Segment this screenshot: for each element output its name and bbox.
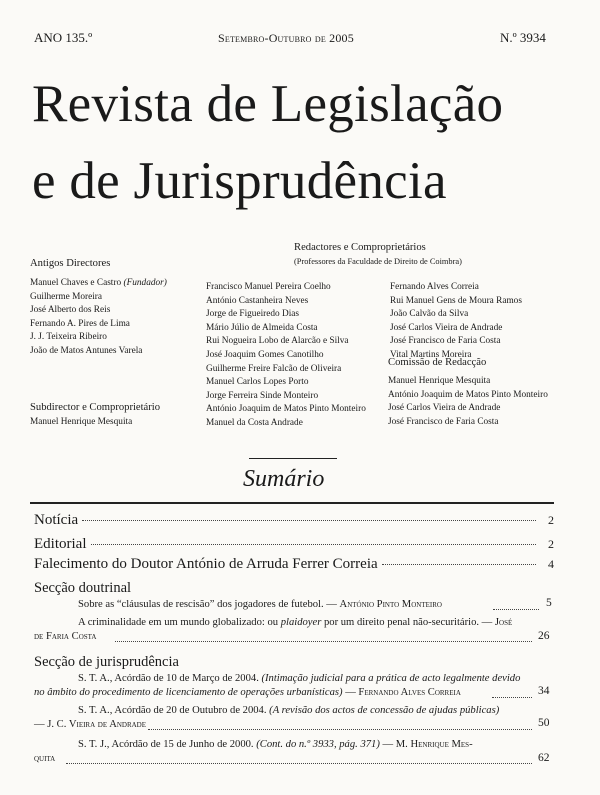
former-director: Manuel Chaves e Castro (Fundador): [30, 278, 167, 288]
former-director: José Alberto dos Reis: [30, 305, 111, 316]
editor-name: José Carlos Vieira de Andrade: [390, 322, 503, 333]
editor-name: João Calvão da Silva: [390, 309, 469, 320]
former-director: João de Matos Antunes Varela: [30, 345, 143, 356]
toc-page: 26: [538, 630, 550, 642]
author-name: António Pinto Monteiro: [339, 599, 442, 610]
jurisprudence-entry-2-author: — J. C. Vieira de Andrade: [34, 719, 147, 730]
committee-member: José Francisco de Faria Costa: [388, 416, 499, 427]
doctrinal-entry-1-text: Sobre as “cláusulas de rescisão” dos jogadores de futebol. — António Pinto Monteiro: [78, 599, 442, 610]
editor-name: José Francisco de Faria Costa: [390, 336, 501, 347]
toc-page: 5: [546, 597, 552, 609]
doctrinal-entry-2-author: de Faria Costa: [34, 631, 97, 642]
committee-list: [388, 375, 548, 429]
toc-leader-dots: [82, 520, 536, 521]
former-directors-heading: Antigos Directores: [30, 258, 111, 269]
section-doctrinal-heading: Secção doutrinal: [34, 580, 132, 596]
editors-column-1: [206, 281, 366, 431]
toc-page: 2: [548, 513, 554, 527]
editor-name: Jorge de Figueiredo Dias: [206, 309, 300, 320]
summary-rule-top: [249, 458, 337, 459]
jurisprudence-entry-1-line1: S. T. A., Acórdão de 10 de Março de 2004. (Intimação judicial para a prática de acto legalmente devido: [78, 673, 521, 684]
issue-number: N.º 3934: [500, 30, 546, 45]
editor-name: José Joaquim Gomes Canotilho: [206, 349, 324, 360]
editor-name: António Castanheira Neves: [206, 295, 309, 306]
toc-page: 4: [548, 557, 554, 571]
editor-name: Mário Júlio de Almeida Costa: [206, 322, 318, 333]
toc-leader-dots: [115, 641, 532, 642]
editor-name: Rui Nogueira Lobo de Alarcão e Silva: [206, 336, 349, 347]
editor-name: Jorge Ferreira Sinde Monteiro: [206, 390, 319, 401]
toc-label: Editorial: [34, 536, 87, 552]
journal-title-line2: e de Jurisprudência: [32, 152, 447, 210]
editors-subheading: (Professores da Faculdade de Direito de Coimbra): [294, 257, 462, 266]
jurisprudence-entry-1-line2: no âmbito do procedimento de licenciamento de operações urbanísticas) — Fernando Alves Correia: [34, 687, 461, 698]
editor-name: Guilherme Freire Falcão de Oliveira: [206, 363, 342, 374]
former-director: Fernando A. Pires de Lima: [30, 318, 130, 329]
toc-page: 62: [538, 752, 550, 764]
toc-leader-dots: [66, 763, 532, 764]
subdirector-name: Manuel Henrique Mesquita: [30, 417, 133, 427]
summary-title: Sumário: [243, 466, 325, 492]
former-directors-list: [30, 277, 167, 359]
editor-name: Fernando Alves Correia: [390, 282, 479, 292]
jurisprudence-entry-3-author: quita: [34, 753, 56, 764]
toc-leader-dots: [91, 544, 537, 545]
summary-rule-bottom: [30, 502, 554, 504]
editor-name: Vital Martins Moreira: [390, 349, 472, 360]
toc-falecimento: [34, 556, 554, 573]
committee-member: António Joaquim de Matos Pinto Monteiro: [388, 389, 548, 400]
toc-label: Falecimento do Doutor António de Arruda Ferrer Correia: [34, 556, 378, 572]
committee-heading: Comissão de Redacção: [388, 357, 487, 368]
editor-name: Manuel da Costa Andrade: [206, 417, 303, 428]
jurisprudence-entry-2-line1: S. T. A., Acórdão de 20 de Outubro de 2004. (A revisão dos actos de concessão de ajudas públicas): [78, 705, 500, 716]
committee-member: Manuel Henrique Mesquita: [388, 376, 491, 386]
toc-leader-dots: [493, 609, 539, 610]
toc-page: 34: [538, 685, 550, 697]
editor-name: Manuel Carlos Lopes Porto: [206, 377, 309, 388]
section-jurisprudence-heading: Secção de jurisprudência: [34, 654, 179, 670]
editors-column-2: [390, 281, 522, 363]
toc-leader-dots: [492, 697, 532, 698]
issue-period: Setembro-Outubro de 2005: [218, 31, 354, 45]
editors-heading: Redactores e Comproprietários: [294, 242, 426, 253]
doctrinal-entry-2-text: A criminalidade em um mundo globalizado: ou plaidoyer por um direito penal não-securitário. — José: [78, 617, 513, 628]
former-director: J. J. Teixeira Ribeiro: [30, 332, 107, 343]
former-director: Guilherme Moreira: [30, 291, 103, 302]
toc-leader-dots: [382, 564, 536, 565]
founder-note: (Fundador): [123, 278, 167, 288]
editor-name: Francisco Manuel Pereira Coelho: [206, 282, 331, 292]
committee-member: José Carlos Vieira de Andrade: [388, 403, 501, 414]
toc-leader-dots: [148, 729, 532, 730]
toc-editorial: [34, 536, 554, 553]
toc-noticia: [34, 512, 554, 529]
journal-title-line1: Revista de Legislação: [32, 75, 504, 133]
toc-page: 50: [538, 717, 550, 729]
toc-label: Notícia: [34, 512, 79, 528]
subdirector-heading: Subdirector e Comproprietário: [30, 402, 161, 413]
jurisprudence-entry-3-line1: S. T. J., Acórdão de 15 de Junho de 2000. (Cont. do n.º 3933, pág. 371) — M. Henrique Mes-: [78, 739, 473, 750]
editor-name: Rui Manuel Gens de Moura Ramos: [390, 295, 522, 306]
editor-name: António Joaquim de Matos Pinto Monteiro: [206, 404, 366, 415]
year-label: ANO 135.º: [34, 30, 93, 45]
toc-page: 2: [548, 537, 554, 551]
